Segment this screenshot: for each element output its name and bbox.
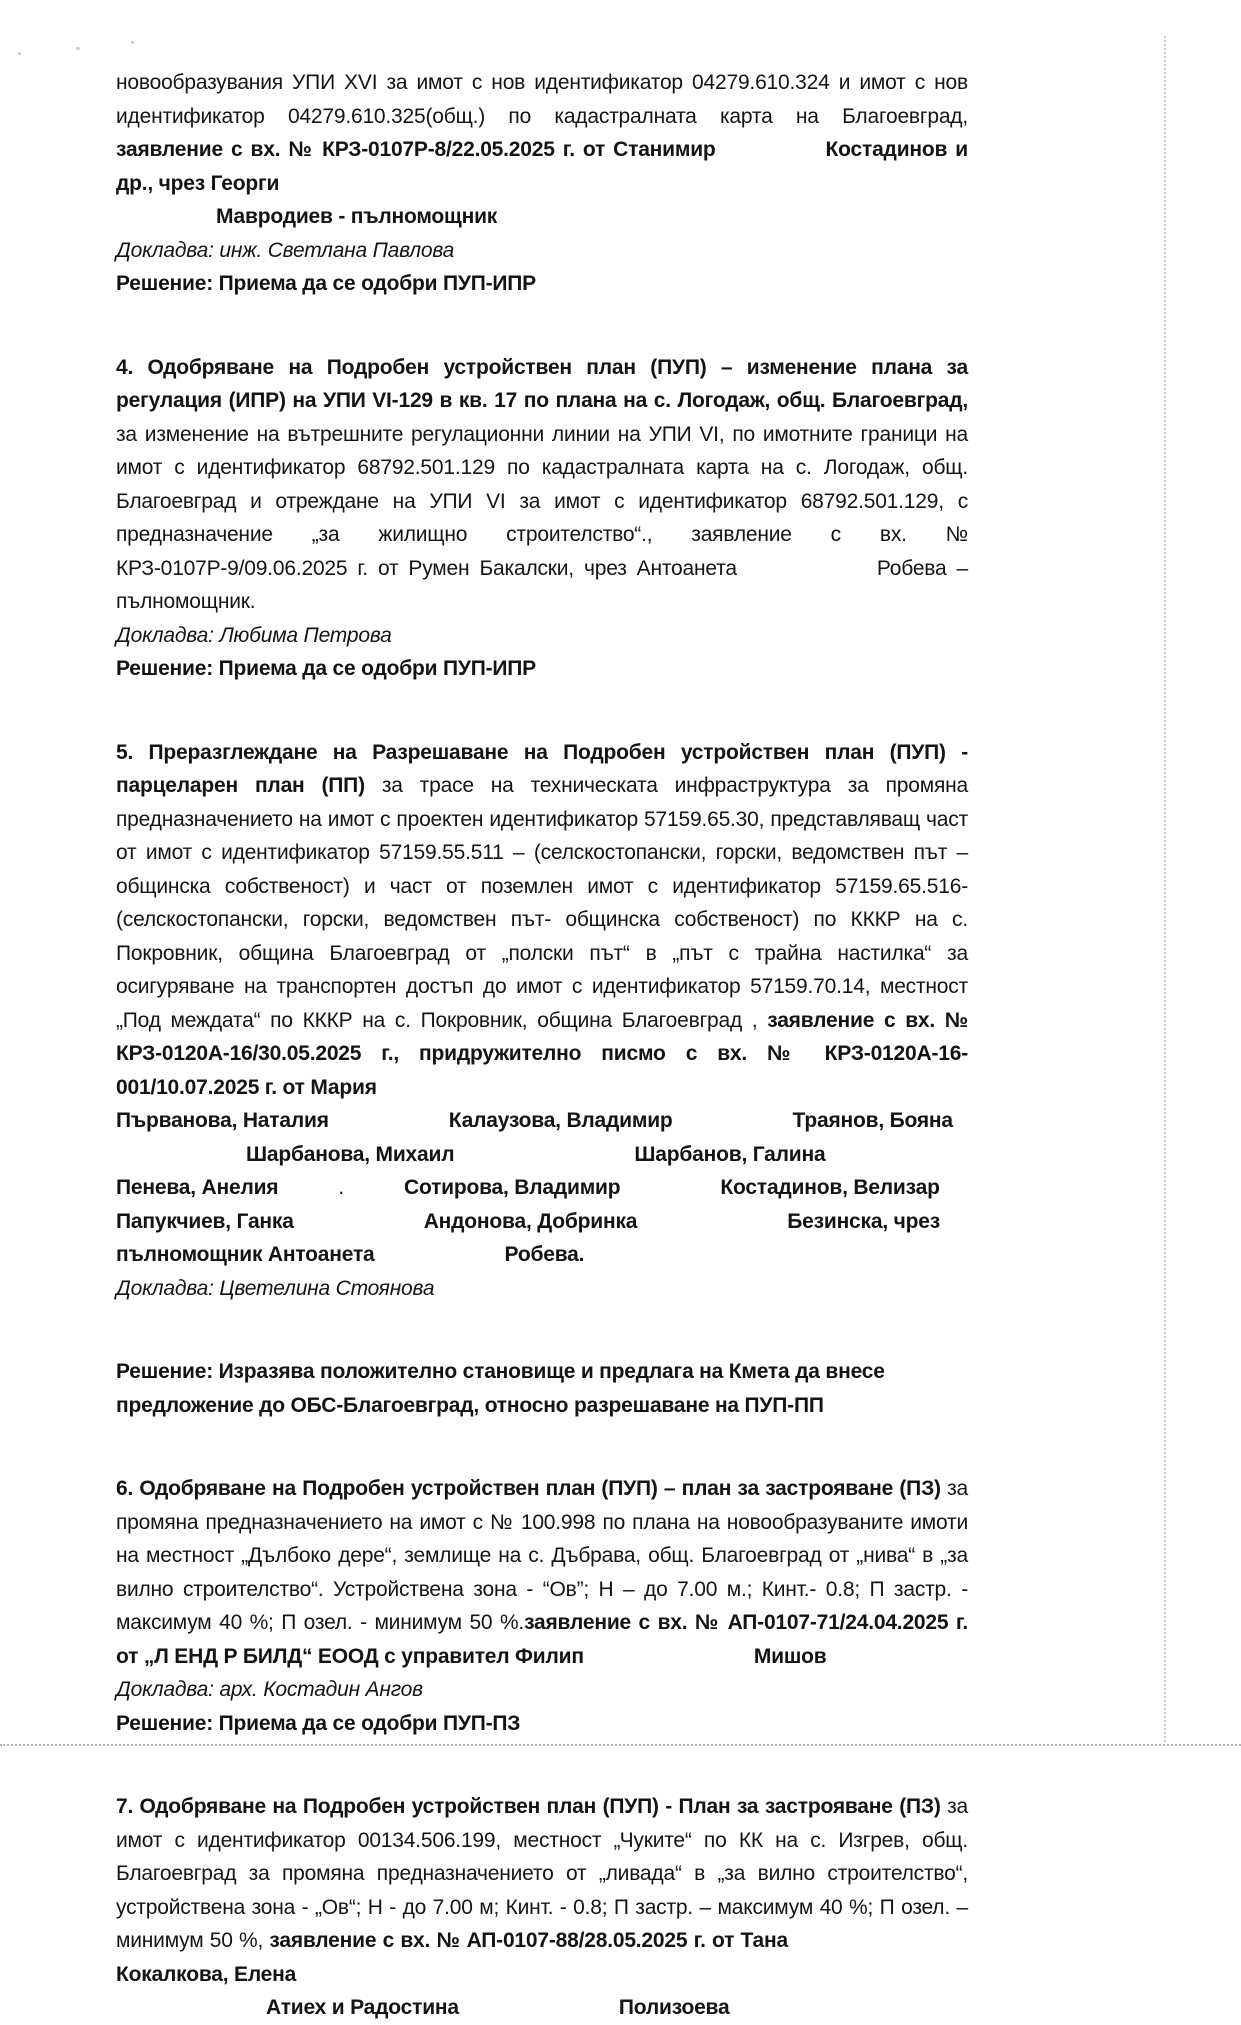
item-4-paragraph xyxy=(116,351,968,619)
text-run: Безинска, чрез xyxy=(787,1209,940,1233)
text-run: Шарбанова, Михаил xyxy=(246,1142,455,1166)
text-run: Мишов xyxy=(753,1644,827,1668)
redaction-gap xyxy=(637,1227,787,1228)
text-run: Решение: Приема да се одобри ПУП-ПЗ xyxy=(116,1711,521,1735)
text-run: Робева. xyxy=(504,1243,585,1266)
item-5-reporter-line xyxy=(116,1272,968,1306)
redaction-gap xyxy=(584,1662,754,1663)
text-run: Андонова, Добринка xyxy=(423,1209,638,1233)
redaction-gap xyxy=(788,1946,968,1947)
item-3-reporter-line xyxy=(116,234,968,268)
text-run: Докладва: арх. Костадин Ангов xyxy=(116,1678,423,1701)
text-run: за изменение на вътрешните регулационни линии на УПИ VI, по имотните граници на имот с идентификатор 68792.501.129 по кадастралната карта на с. Логодаж, общ. Благоевград и отреждане на УПИ VI за имот с идентификатор 68792.501.129, с предназначение „за жилищно строителство“., заявление с вх. № КРЗ-0107Р-9/09.06.2025 г. от Румен Бакалски, чрез Антоанета xyxy=(116,422,968,580)
redaction-gap xyxy=(375,1260,505,1261)
redaction-gap xyxy=(116,222,216,223)
text-run: Калаузова, Владимир xyxy=(448,1109,673,1132)
scan-speck xyxy=(76,47,80,50)
text-run: Решение: Изразява положително становище и предлага на Кмета да внесе xyxy=(116,1360,885,1383)
item-6-paragraph xyxy=(116,1472,968,1673)
text-run: Атиех и Радостина xyxy=(266,1996,459,2019)
text-run: 7. Одобряване на Подробен устройствен план (ПУП) - План за застрояване (ПЗ) xyxy=(116,1795,948,1818)
text-run: Докладва: Любима Петрова xyxy=(116,623,392,647)
redaction-gap xyxy=(294,1227,424,1228)
text-run: Сотирова, Владимир xyxy=(404,1176,621,1199)
text-run: Решение: Приема да се одобри ПУП-ИПР xyxy=(116,657,536,680)
redaction-gap xyxy=(737,574,877,575)
text-run: Шарбанов, Галина xyxy=(634,1142,826,1166)
text-run: 6. Одобряване на Подробен устройствен план (ПУП) – план за застрояване (ПЗ) xyxy=(116,1477,948,1500)
text-run: заявление с вх. № АП-0107-88/28.05.2025 г. от Тана xyxy=(269,1929,788,1952)
scan-speck xyxy=(131,41,134,44)
text-run: Полизоева xyxy=(618,1996,730,2019)
text-run: Пенева, Анелия xyxy=(116,1176,279,1199)
text-run: Робева – пълномощник. xyxy=(116,556,968,613)
text-run: . xyxy=(338,1176,344,1199)
scan-speck xyxy=(18,52,21,55)
text-run: Решение: Приема да се одобри ПУП-ИПР xyxy=(116,272,536,295)
item-6-decision-line xyxy=(116,1707,968,1741)
item-3-decision-line xyxy=(116,267,968,301)
redaction-gap xyxy=(278,1193,338,1194)
redaction-gap xyxy=(673,1126,793,1127)
redaction-gap xyxy=(344,1193,404,1194)
redaction-gap xyxy=(116,2013,266,2014)
text-run: новообразувания УПИ XVI за имот с нов идентификатор 04279.610.324 и имот с нов идентификатор 04279.610.325(общ.) по кадастралната карта на Благоевград, xyxy=(116,71,968,128)
text-run: Костадинов, Велизар xyxy=(720,1176,940,1199)
item-4-decision-line xyxy=(116,652,968,686)
text-run: Мавродиев - пълномощник xyxy=(216,205,498,228)
text-run: за промяна предназначението на имот с № 100.998 по плана на новообразуваните имоти на местност „Дълбоко дере“, землище на с. Дъбрава, общ. Благоевград от „нива“ в „за вилно строителство“. Устройствена зона - “Ов”; Н – до 7.00 м.; Кинт.- 0.8; П застр. - максимум 40 %; П озел. - минимум 50 %. xyxy=(116,1477,968,1634)
redaction-gap xyxy=(716,155,826,156)
redaction-gap xyxy=(620,1193,720,1194)
text-run: Докладва: Цветелина Стоянова xyxy=(116,1276,435,1300)
redaction-gap xyxy=(454,1160,634,1161)
text-run: заявление с вх. № АП-0107-71/24.04.2025 г. от „Л ЕНД Р БИЛД“ ЕООД с управител Филип xyxy=(116,1611,968,1668)
scan-right-dotted-line xyxy=(1164,36,1166,1742)
text-run: Траянов, Бояна xyxy=(792,1109,953,1132)
text-run: заявление с вх. № КРЗ-0120А-16/30.05.2025 г., придружително писмо с вх. № КРЗ-0120А-16-001/10.07.2025 г. от Мария xyxy=(116,1008,969,1099)
text-run: за трасе на техническата инфраструктура за промяна предназначението на имот с проектен идентификатор 57159.65.30, представляващ част от имот с идентификатор 57159.55.511 – (селскостопански, горски, ведомствен път – общинска собственост) и част от поземлен имот с идентификатор 57159.65.516- (селскостопански, горски, ведомствен път- общинска собственост) по КККР на с. Покровник, община Благоевград от „полски път“ в „път с трайна настилка“ за осигуряване на транспортен достъп до имот с идентификатор 57159.70.14, местност „Под междата“ по КККР на с. Покровник, община Благоевград , xyxy=(116,774,968,1032)
redaction-gap xyxy=(329,1126,449,1127)
item-7-paragraph xyxy=(116,1790,968,2025)
text-run: заявление с вх. № КРЗ-0107Р-8/22.05.2025 г. от Станимир xyxy=(116,138,716,161)
document-body xyxy=(116,66,968,2025)
text-run: Кокалкова, Елена xyxy=(116,1962,297,1986)
item-5-paragraph xyxy=(116,736,968,1272)
text-run: Костадинов и др., чрез Георги xyxy=(116,138,968,195)
text-run: пълномощник Антоанета xyxy=(116,1243,375,1266)
redaction-gap xyxy=(459,2013,619,2014)
text-run: Първанова, Наталия xyxy=(116,1109,329,1132)
text-run: Докладва: инж. Светлана Павлова xyxy=(116,238,455,262)
text-run: 5. Преразглеждане на Разрешаване на Подробен устройствен план (ПУП) - парцеларен план (ПП) xyxy=(116,740,968,797)
text-run: предложение до ОБС-Благоевград, относно разрешаване на ПУП-ПП xyxy=(116,1393,824,1417)
item-3-continuation-paragraph xyxy=(116,66,968,234)
text-run: за имот с идентификатор 00134.506.199, местност „Чуките“ по КК на с. Изгрев, общ. Благоевград за промяна предназначението от „ливада“ в „за вилно строителство“, устройствена зона - „Ов“; Н - до 7.00 м; Кинт. - 0.8; П застр. – максимум 40 %; П озел. – минимум 50 %, xyxy=(116,1795,968,1952)
item-5-decision-line xyxy=(116,1355,968,1422)
item-4-reporter-line xyxy=(116,619,968,653)
redaction-gap xyxy=(116,1160,246,1161)
text-run: Папукчиев, Ганка xyxy=(116,1209,294,1233)
item-6-reporter-line xyxy=(116,1673,968,1707)
text-run: 4. Одобряване на Подробен устройствен план (ПУП) – изменение плана за регулация (ИПР) на УПИ VI-129 в кв. 17 по плана на с. Логодаж, общ. Благоевград, xyxy=(116,355,968,412)
